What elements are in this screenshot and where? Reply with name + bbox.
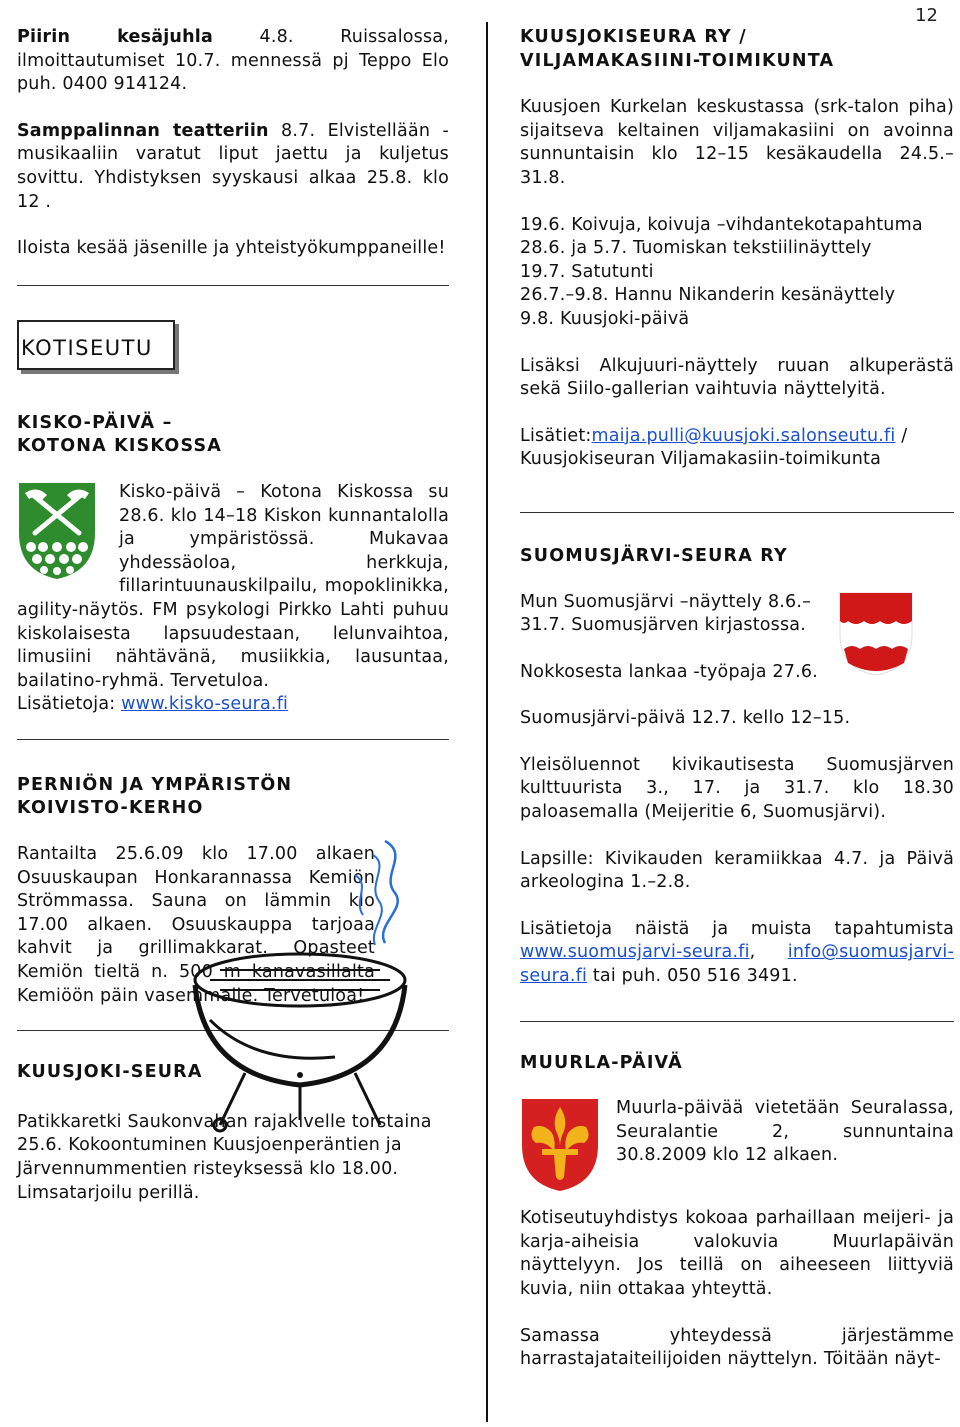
p6-text: Lisätietoja näistä ja muista tapahtumista: [520, 918, 954, 939]
page-number: 12: [915, 5, 938, 26]
muurla-p1: Muurla-päivää vietetään Seuralassa, Seuralantie 2, sunnuntaina 30.8.2009 klo 12 alkaen.: [616, 1098, 954, 1166]
event-item: 19.7. Satutunti: [520, 261, 654, 282]
suomusjarvi-p1: Mun Suomusjärvi –näyttely 8.6.–31.7. Suomusjärven kirjastossa.: [520, 591, 812, 636]
p6-comma: ,: [749, 942, 788, 963]
pernio-text: Rantailta 25.6.09 klo 17.00 alkaen Osuuskaupan Honkarannassa Kemiön Strömmassa. Sauna on lämmin klo 17.00 alkaen. Osuuskauppa tarjoaa kahvit ja grillimakkarat. Opasteet Kemiön tieltä n. 500 m kanavasillalta Kemiöön päin vasemmalle. Tervetuloa!: [17, 844, 375, 1006]
kuusjoki-seura-text: Patikkaretki Saukonvahan rajakivelle torstaina 25.6. Kokoontuminen Kuusjoenperäntien ja Järvennummentien risteyksessä klo 18.00. Limsatarjoilu perillä.: [17, 1111, 432, 1203]
viljamakasiini-heading-2: VILJAMAKASIINI-TOIMIKUNTA: [520, 50, 835, 71]
suomusjarvi-p2: Nokkosesta lankaa -työpaja 27.6.: [520, 661, 818, 682]
samppalinna-text: 8.7. Elvistellään -musikaaliin varatut liput jaettu ja kuljetus sovittu. Yhdistyksen syyskausi alkaa 25.8. klo 12 .: [17, 120, 449, 212]
pernio-heading-2: KOIVISTO-KERHO: [17, 798, 204, 819]
kuusjoki-seura-heading: KUUSJOKI-SEURA: [17, 1062, 203, 1083]
piiri-text: 4.8. Ruissalossa, ilmoittautumiset 10.7. mennessä pj Teppo Elo puh. 0400 914124.: [17, 27, 449, 95]
kisko-link[interactable]: www.kisko-seura.fi: [121, 694, 289, 715]
p6-tail: tai puh. 050 516 3491.: [587, 966, 798, 987]
suomusjarvi-coat-of-arms-icon: [838, 591, 914, 677]
samppalinna-bold: Samppalinnan teatteriin: [17, 120, 269, 141]
pernio-heading-1: PERNIÖN JA YMPÄRISTÖN: [17, 774, 293, 795]
suomusjarvi-p5: Lapsille: Kivikauden keramiikkaa 4.7. ja Päivä arkeologina 1.–2.8.: [520, 848, 954, 893]
piiri-paragraph: [17, 26, 449, 97]
suomusjarvi-email-link[interactable]: info@suomusjarvi-seura.fi: [520, 942, 954, 987]
piiri-bold: Piirin kesäjuhla: [17, 27, 213, 47]
suomusjarvi-p6: [520, 918, 954, 989]
kisko-more: [17, 693, 449, 717]
kotiseutu-title: KOTISEUTU: [17, 320, 175, 370]
kisko-more-label: Lisätietoja:: [17, 694, 122, 715]
viljamakasiini-intro: Kuusjoen Kurkelan keskustassa (srk-talon piha) sijaitseva keltainen viljamakasiini on avoinna sunnuntaisin klo 12–15 kesäkaudella 24.5.–31.8.: [520, 97, 954, 188]
muurla-p3: Samassa yhteydessä järjestämme harrastajataiteilijoiden näyttelyn. Töitään näyt-: [520, 1325, 954, 1370]
muurla-coat-of-arms-icon: [520, 1097, 600, 1193]
kisko-coat-of-arms-icon: [17, 481, 97, 581]
muurla-p2: Kotiseutuyhdistys kokoaa parhaillaan meijeri- ja karja-aiheisia valokuvia Muurlapäivän näyttelyyn. Jos teillä on aiheeseen liittyviä kuvia, niin ottakaa yhteyttä.: [520, 1208, 954, 1299]
column-divider: [486, 22, 488, 1422]
suomusjarvi-web-link[interactable]: www.suomusjarvi-seura.fi: [520, 942, 750, 963]
suomusjarvi-p3: Suomusjärvi-päivä 12.7. kello 12–15.: [520, 708, 851, 729]
event-item: 9.8. Kuusjoki-päivä: [520, 308, 690, 329]
kisko-text: Kisko-päivä – Kotona Kiskossa su 28.6. klo 14–18 Kiskon kunnantalolla ja ympäristössä. Mukavaa yhdessäoloa, herkkuja, fillarintuunauskilpailu, mopoklinikka, agility-näytös. FM psykologi Pirkko Lahti puhuu kiskolaisesta lapsuudestaan, lelunvaihtoa, limusiini nähtävänä, musiikkia, lausuntaa, bailatino-ryhmä. Tervetuloa.: [17, 481, 449, 691]
greeting-paragraph: Iloista kesää jäsenille ja yhteistyökumppaneille!: [17, 238, 446, 259]
info-rest: / Kuusjokiseuran Viljamakasiin-toimikunta: [520, 425, 908, 470]
event-item: 19.6. Koivuja, koivuja –vihdantekotapahtuma: [520, 214, 923, 235]
viljamakasiini-heading-1: KUUSJOKISEURA RY /: [520, 27, 747, 47]
muurla-heading: MUURLA-PÄIVÄ: [520, 1052, 683, 1073]
kisko-heading-2: KOTONA KISKOSSA: [17, 436, 223, 457]
suomusjarvi-heading: SUOMUSJÄRVI-SEURA RY: [520, 545, 788, 566]
samppalinna-paragraph: [17, 120, 449, 214]
info-email-link[interactable]: maija.pulli@kuusjoki.salonseutu.fi: [591, 425, 896, 446]
barbecue-grill-icon: [185, 835, 415, 1135]
suomusjarvi-p4: Yleisöluennot kivikautisesta Suomusjärven kulttuurista 3., 17. ja 31.7. klo 18.30 paloasemalla (Meijeritie 6, Suomusjärvi).: [520, 754, 954, 823]
event-item: 26.7.–9.8. Hannu Nikanderin kesänäyttely: [520, 285, 896, 306]
event-item: 28.6. ja 5.7. Tuomiskan tekstiilinäyttely: [520, 238, 872, 259]
right-column: [520, 26, 954, 1372]
kisko-heading-1: KISKO-PÄIVÄ –: [17, 412, 173, 433]
viljamakasiini-also: Lisäksi Alkujuuri-näyttely ruuan alkuperästä sekä Siilo-gallerian vaihtuvia näyttelyitä.: [520, 355, 954, 400]
info-label: Lisätiet:: [520, 425, 592, 446]
viljamakasiini-info: [520, 425, 954, 472]
